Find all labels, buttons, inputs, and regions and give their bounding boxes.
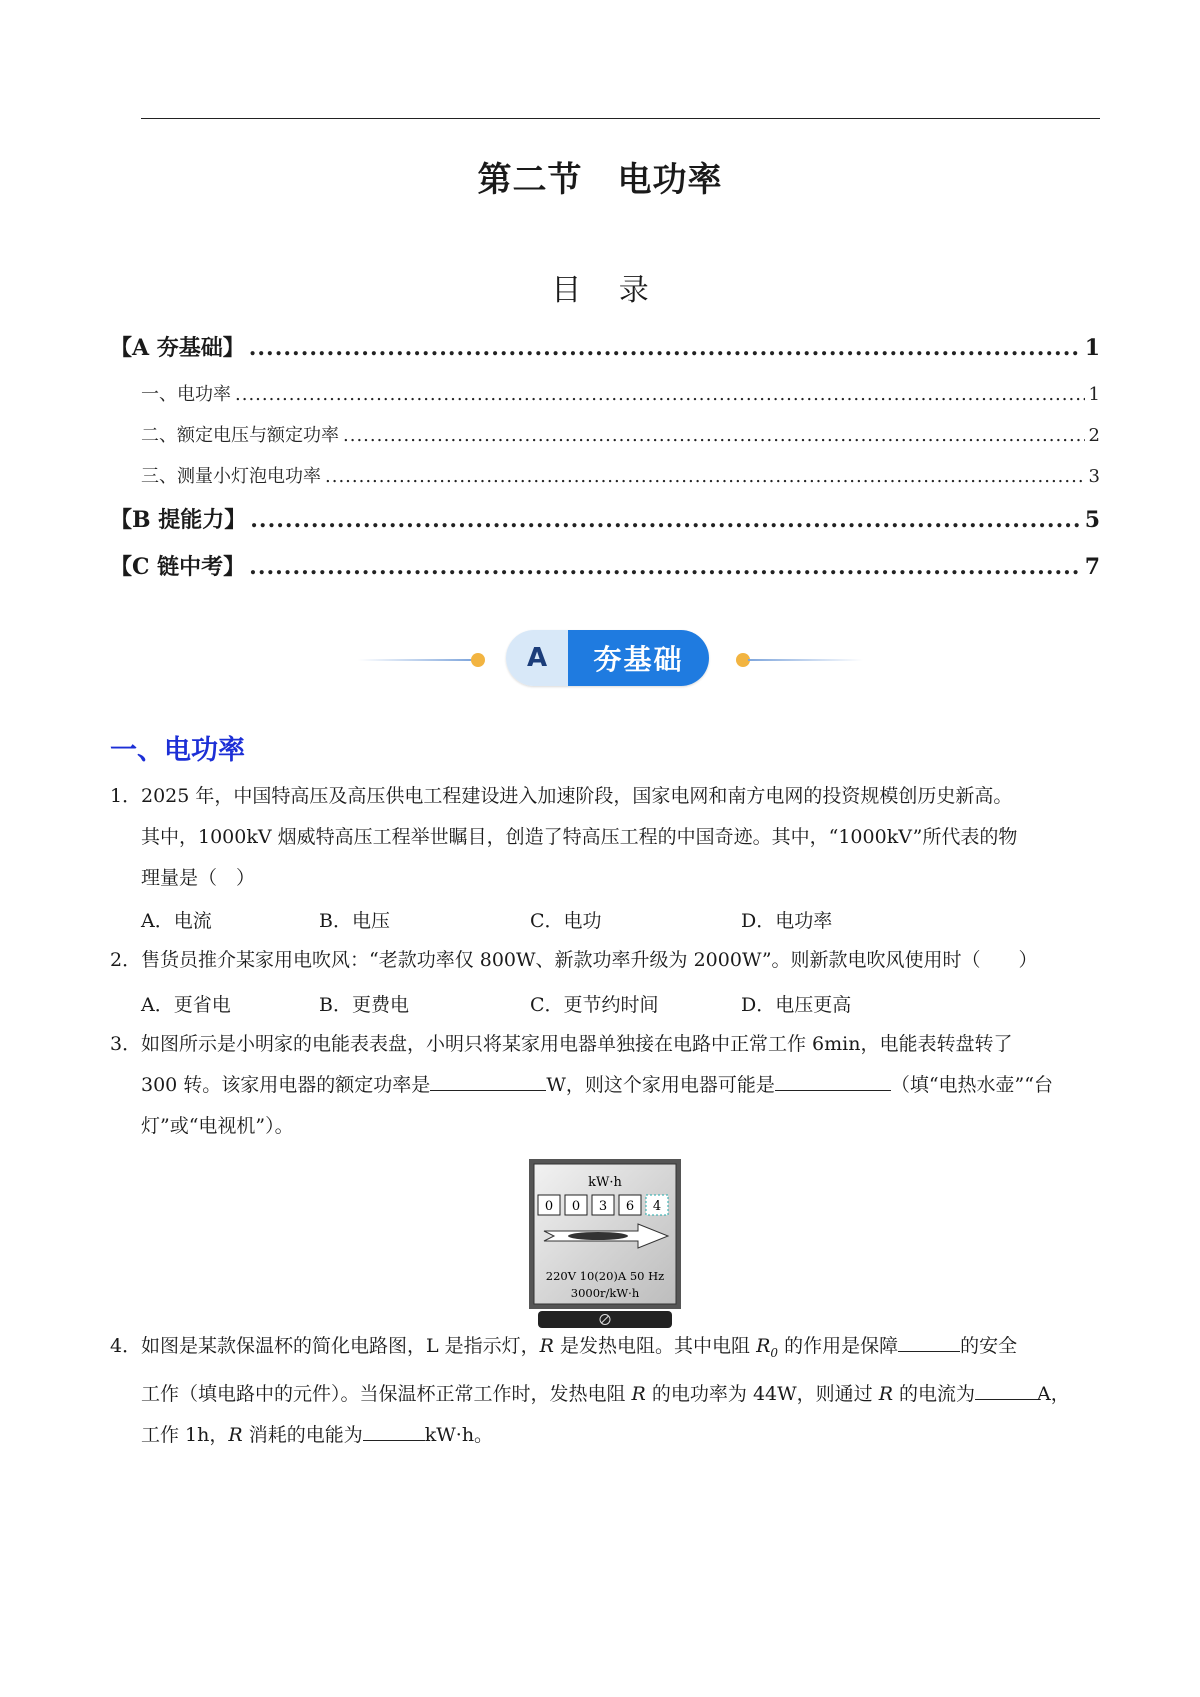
subscript: 0 [770,1345,779,1360]
banner-text: 夯基础 [568,630,709,686]
symbol-r: R [631,1382,646,1405]
question-text: 是发热电阻。其中电阻 [553,1335,757,1357]
toc-title: 目 录 [551,273,649,308]
meter-digits [538,1195,668,1215]
symbol-r0: R [756,1335,771,1357]
question-text: 如图所示是小明家的电能表表盘，小明只将某家用电器单独接在电路中正常工作 6min，电能表转盘转了 [141,1033,1013,1055]
energy-meter-figure [528,1158,682,1330]
question-text: 灯”或“电视机”）。 [141,1115,294,1137]
option-b[interactable]: B．电压 [319,910,390,932]
question-4 [110,1326,1100,1456]
header-rule [141,118,1100,119]
toc-entry-a[interactable] [110,331,1100,362]
page-title: 第二节 电功率 [477,160,723,200]
option-c[interactable]: C．电功 [530,910,602,932]
question-text: 2025 年，中国特高压及高压供电工程建设进入加速阶段，国家电网和南方电网的投资规模创历史新高。 [141,785,1013,807]
question-text: 工作（填电路中的元件）。当保温杯正常工作时，发热电阻 [141,1382,632,1405]
question-text: 的电流为 [893,1382,976,1405]
toc-label: 三、测量小灯泡电功率 [141,466,321,487]
toc-entry-1[interactable] [141,380,1100,406]
toc-label: 一、电功率 [141,384,231,405]
banner-letter: A [506,630,568,686]
toc-label: 二、额定电压与额定功率 [141,425,339,446]
toc-page: 7 [1084,554,1100,580]
toc-page: 3 [1088,466,1100,487]
toc-page: 1 [1084,335,1100,361]
question-text: 售货员推介某家用电吹风：“老款功率仅 800W、新款功率升级为 2000W”。则新款电吹风使用时（ ） [141,949,1038,971]
option-a[interactable]: A．电流 [141,910,212,932]
meter-digit: 0 [571,1199,581,1214]
option-d[interactable]: D．电压更高 [741,994,852,1016]
meter-unit: kW·h [588,1175,622,1190]
answer-blank[interactable] [775,1072,891,1091]
question-1-options [141,906,832,933]
banner-line-left [358,659,473,661]
question-text: 300 转。该家用电器的额定功率是 [141,1074,431,1096]
question-text: 其中，1000kV 烟威特高压工程举世瞩目，创造了特高压工程的中国奇迹。其中，“1000kV”所代表的物 [141,826,1018,848]
question-text: 的电功率为 44W，则通过 [645,1382,879,1405]
question-number: 4． [110,1335,142,1357]
toc-entry-c[interactable] [110,550,1100,581]
question-text: （填“电热水壶”“台 [890,1074,1053,1096]
toc-label: 【A 夯基础】 [110,335,245,361]
toc-entry-2[interactable] [141,421,1100,447]
question-text: 的作用是保障 [778,1335,899,1357]
toc-page: 1 [1088,384,1100,405]
question-3 [110,1024,1100,1147]
question-2 [110,940,1100,981]
question-text: 理量是（ ） [141,867,256,889]
answer-blank[interactable] [975,1381,1037,1400]
toc-entry-3[interactable] [141,462,1100,488]
meter-digit: 6 [625,1199,635,1214]
meter-constant: 3000r/kW·h [570,1286,640,1300]
question-text: A， [1037,1382,1070,1405]
question-text: 如图是某款保温杯的简化电路图，L 是指示灯， [141,1335,540,1357]
meter-digit: 4 [652,1199,662,1214]
option-d[interactable]: D．电功率 [741,910,833,932]
question-text: 的安全 [960,1335,1018,1357]
toc-label: 【C 链中考】 [110,554,246,580]
question-text: 消耗的电能为 [242,1423,363,1446]
symbol-r: R [539,1335,554,1357]
answer-blank[interactable] [363,1422,425,1441]
question-text: kW·h。 [424,1423,494,1446]
toc-page: 5 [1084,507,1100,533]
answer-blank[interactable] [898,1333,960,1352]
symbol-r: R [228,1423,243,1446]
section-heading: 一、电功率 [110,735,245,766]
question-number: 1． [110,785,142,807]
option-c[interactable]: C．更节约时间 [530,994,659,1016]
banner-line-right [748,659,863,661]
meter-digit: 3 [598,1199,608,1214]
toc-label: 【B 提能力】 [110,507,247,533]
section-banner [358,625,863,695]
question-number: 2． [110,949,142,971]
toc-page: 2 [1088,425,1100,446]
question-text: 工作 1h， [141,1423,229,1446]
banner-pill [506,630,709,686]
toc-entry-b[interactable] [110,503,1100,534]
option-a[interactable]: A．更省电 [141,994,231,1016]
option-b[interactable]: B．更费电 [319,994,409,1016]
question-text: W，则这个家用电器可能是 [546,1074,775,1096]
meter-spec: 220V 10(20)A 50 Hz [545,1269,665,1283]
question-2-options [141,990,851,1017]
symbol-r: R [878,1382,893,1405]
banner-dot-left [471,653,485,667]
question-1 [110,776,1100,899]
meter-digit: 0 [544,1199,554,1214]
answer-blank[interactable] [430,1072,546,1091]
question-number: 3． [110,1033,142,1055]
